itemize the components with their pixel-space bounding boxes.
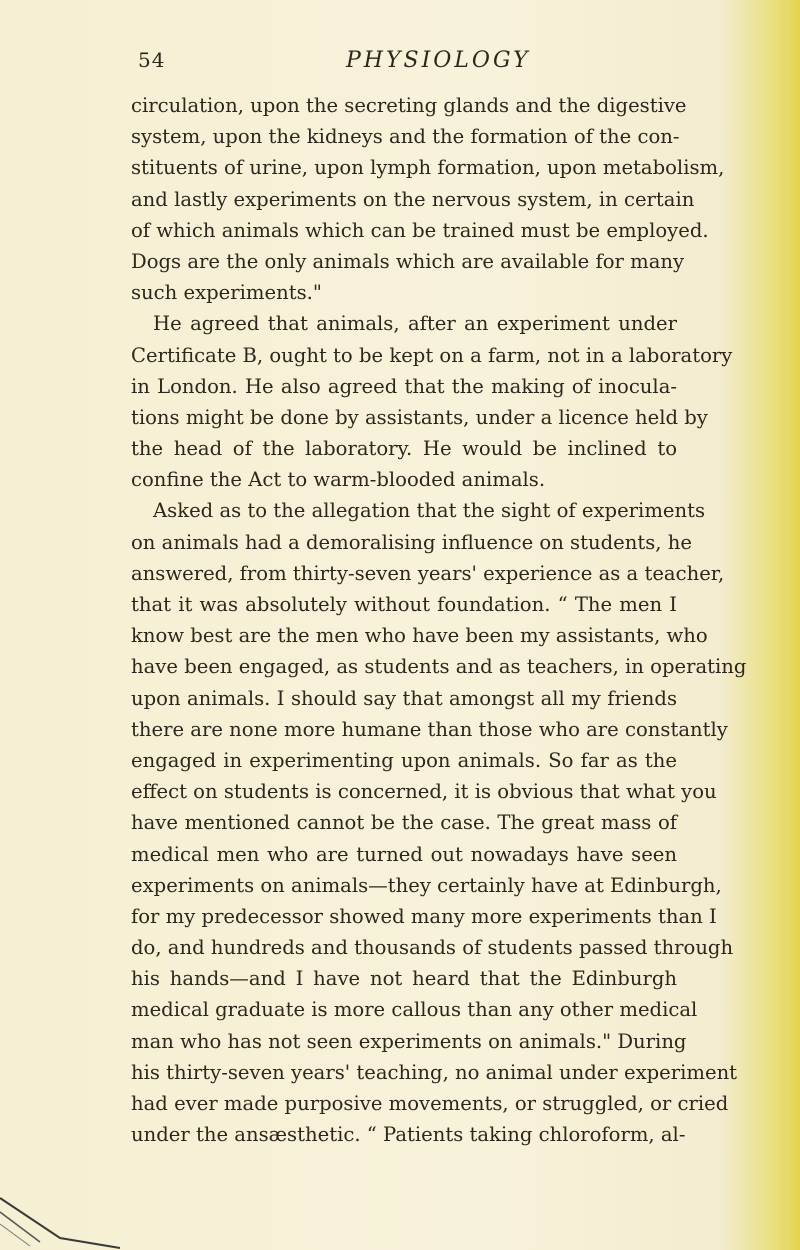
text-line: had ever made purposive movements, or struggled, or cried <box>131 1092 729 1115</box>
text-line: Asked as to the allegation that the sight of experiments <box>153 499 706 523</box>
text-line: answered, from thirty-seven years' experience as a teacher, <box>131 561 725 585</box>
text-line: and lastly experiments on the nervous system, in certain <box>131 187 695 211</box>
text-line: experiments on animals—they certainly have at Edinburgh, <box>131 873 722 897</box>
text-line: tions might be done by assistants, under a licence held by <box>131 405 708 429</box>
text-line: have been engaged, as students and as teachers, in operating <box>131 655 747 679</box>
page-edge-discoloration <box>778 0 800 1250</box>
text-line: man who has not seen experiments on animals." During <box>131 1029 687 1053</box>
page-header <box>138 48 678 78</box>
text-line: system, upon the kidneys and the formation of the con- <box>131 125 680 149</box>
text-line: confine the Act to warm-blooded animals. <box>131 468 546 492</box>
text-line: his thirty-seven years' teaching, no animal under experiment <box>131 1060 738 1084</box>
text-line: stituents of urine, upon lymph formation, upon metabolism, <box>131 156 725 180</box>
text-line: effect on students is concerned, it is obvious that what you <box>131 780 717 804</box>
text-line: that it was absolutely without foundation. “ The men I <box>131 593 677 616</box>
text-line: upon animals. I should say that amongst all my friends <box>131 686 677 710</box>
text-line: under the ansæsthetic. “ Patients taking chloroform, al- <box>131 1123 686 1147</box>
text-line: the head of the laboratory. He would be inclined to <box>131 437 677 461</box>
text-line: in London. He also agreed that the making of inocula- <box>131 374 677 398</box>
text-line: for my predecessor showed many more experiments than I <box>131 904 717 928</box>
text-line: know best are the men who have been my assistants, who <box>131 624 708 648</box>
text-line: circulation, upon the secreting glands and the digestive <box>131 94 687 117</box>
text-line: He agreed that animals, after an experiment under <box>153 312 677 336</box>
text-line: of which animals which can be trained must be employed. <box>131 218 709 242</box>
corner-scan-artifact <box>0 1190 140 1250</box>
text-line: engaged in experimenting upon animals. So far as the <box>131 748 677 772</box>
text-line: medical graduate is more callous than any other medical <box>131 998 698 1022</box>
text-line: his hands—and I have not heard that the Edinburgh <box>131 967 677 991</box>
text-line: have mentioned cannot be the case. The great mass of <box>131 811 677 835</box>
text-line: there are none more humane than those who are constantly <box>131 717 728 741</box>
text-line: on animals had a demoralising influence on students, he <box>131 530 692 554</box>
text-line: such experiments." <box>131 281 322 305</box>
body-text <box>131 90 747 1150</box>
text-line: Dogs are the only animals which are available for many <box>131 249 685 273</box>
text-line: medical men who are turned out nowadays have seen <box>131 842 677 866</box>
page-number: 54 <box>138 48 166 72</box>
running-head: PHYSIOLOGY <box>346 48 531 73</box>
text-line: Certificate B, ought to be kept on a farm, not in a laboratory <box>131 343 733 367</box>
text-line: do, and hundreds and thousands of students passed through <box>131 936 734 960</box>
